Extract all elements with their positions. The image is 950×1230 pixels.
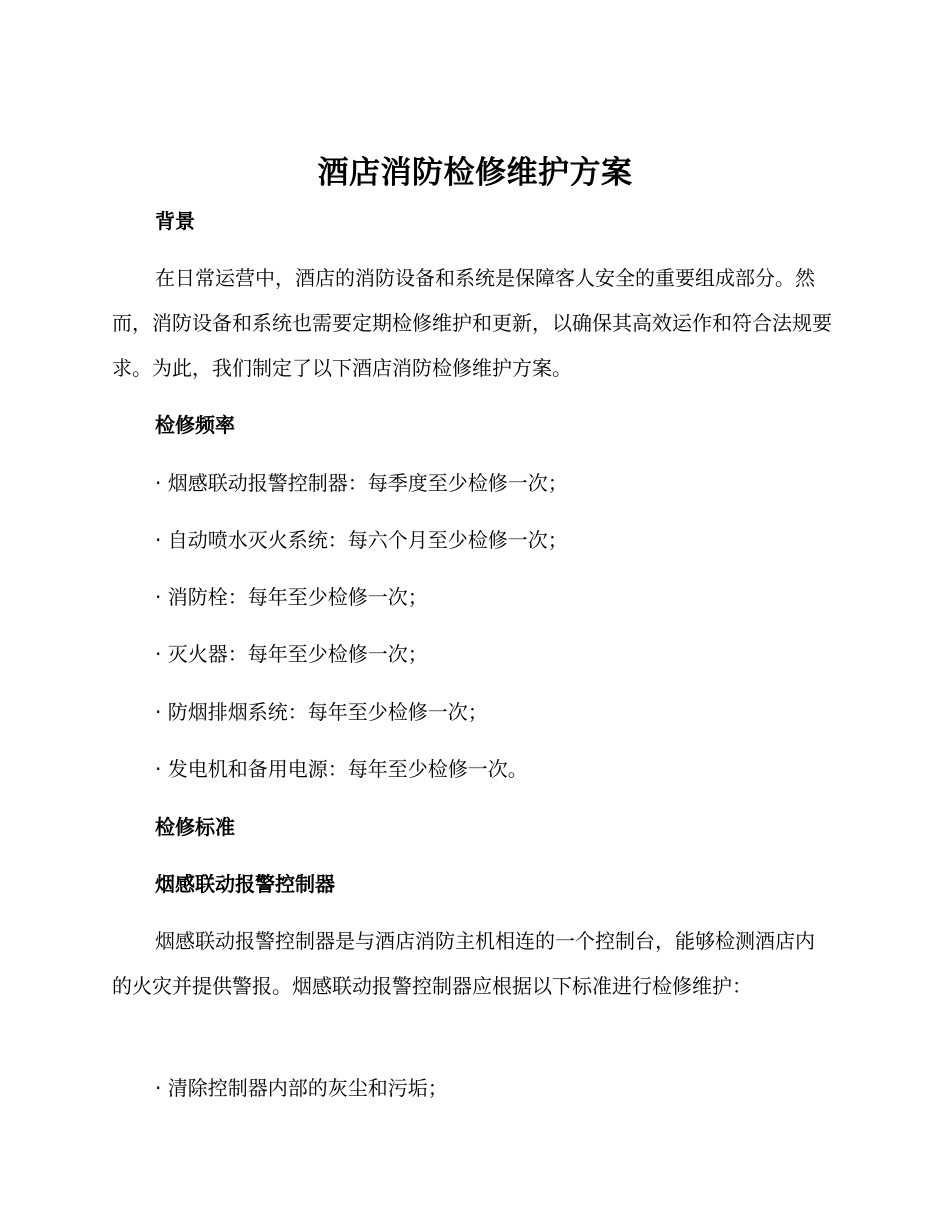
list-item: · 防烟排烟系统：每年至少检修一次； <box>155 700 488 724</box>
subsection-heading-smoke-controller: 烟感联动报警控制器 <box>155 872 335 896</box>
list-item: · 消防栓：每年至少检修一次； <box>155 585 428 609</box>
paragraph-background: 在日常运营中，酒店的消防设备和系统是保障客人安全的重要组成部分。然而，消防设备和系统也需要定期检修维护和更新，以确保其高效运作和符合法规要求。为此，我们制定了以下酒店消防检修维护方案。 <box>112 266 832 380</box>
list-item: · 灭火器：每年至少检修一次； <box>155 642 428 666</box>
page-title: 酒店消防检修维护方案 <box>317 155 633 191</box>
section-heading-standard: 检修标准 <box>155 815 235 839</box>
paragraph-smoke-controller: 烟感联动报警控制器是与酒店消防主机相连的一个控制台，能够检测酒店内的火灾并提供警报。烟感联动报警控制器应根据以下标准进行检修维护： <box>112 929 815 998</box>
list-item: · 烟感联动报警控制器：每季度至少检修一次； <box>155 471 568 495</box>
list-item: · 发电机和备用电源：每年至少检修一次。 <box>155 757 528 781</box>
section-heading-background: 背景 <box>155 209 195 233</box>
list-item: · 清除控制器内部的灰尘和污垢； <box>155 1076 448 1100</box>
list-item: · 自动喷水灭火系统：每六个月至少检修一次； <box>155 528 568 552</box>
section-heading-frequency: 检修频率 <box>155 413 235 437</box>
